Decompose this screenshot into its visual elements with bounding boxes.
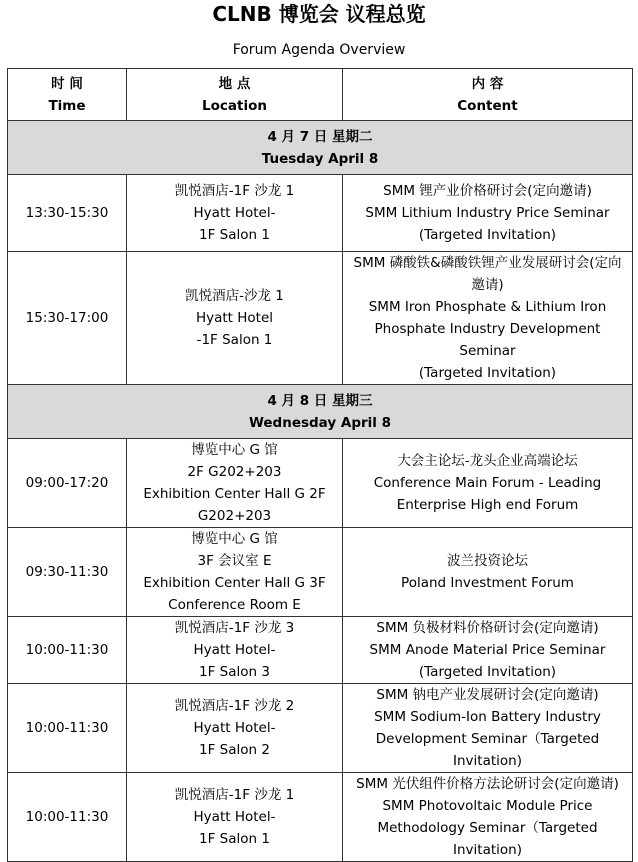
session-time: 13:30-15:30 — [8, 175, 127, 252]
location-line: Hyatt Hotel — [195, 310, 274, 326]
header-location-en: Location — [202, 97, 267, 114]
content-line: 邀请) — [471, 277, 504, 293]
session-content — [343, 617, 633, 684]
day-row — [8, 385, 633, 439]
content-line: Methodology Seminar（Targeted — [377, 820, 598, 836]
location-line: -1F Salon 1 — [196, 332, 273, 348]
location-line: G202+203 — [197, 508, 272, 524]
location-line: 3F 会议室 E — [197, 553, 272, 569]
content-line: SMM Iron Phosphate & Lithium Iron — [368, 299, 607, 315]
session-content — [343, 175, 633, 252]
location-line: 凯悦酒店-1F 沙龙 1 — [174, 183, 295, 199]
content-line: SMM Lithium Industry Price Seminar — [365, 205, 610, 221]
location-line: 凯悦酒店-1F 沙龙 1 — [174, 787, 295, 803]
session-content — [343, 439, 633, 528]
content-line: Conference Main Forum - Leading — [373, 475, 602, 491]
agenda-body — [8, 121, 633, 862]
session-content — [343, 684, 633, 773]
session-time: 15:30-17:00 — [8, 252, 127, 385]
session-time: 09:00-17:20 — [8, 439, 127, 528]
location-line: Hyatt Hotel- — [193, 809, 276, 825]
location-line: 1F Salon 1 — [199, 227, 270, 243]
content-line: SMM 负极材料价格研讨会(定向邀请) — [376, 620, 599, 636]
session-row — [8, 252, 633, 385]
content-line: Phosphate Industry Development Seminar — [374, 321, 601, 359]
header-content-cn: 内 容 — [471, 75, 504, 92]
session-row — [8, 773, 633, 862]
page-subtitle: Forum Agenda Overview — [232, 42, 406, 58]
session-row — [8, 439, 633, 528]
session-time: 10:00-11:30 — [8, 773, 127, 862]
session-location — [127, 175, 343, 252]
content-line: SMM 磷酸铁&磷酸铁锂产业发展研讨会(定向 — [353, 255, 622, 271]
header-time — [8, 69, 127, 121]
location-line: 凯悦酒店-沙龙 1 — [185, 288, 284, 304]
content-line: SMM 钠电产业发展研讨会(定向邀请) — [376, 687, 599, 703]
session-content — [343, 252, 633, 385]
session-location — [127, 439, 343, 528]
content-line: Invitation) — [453, 753, 522, 769]
content-line: Invitation) — [453, 842, 522, 858]
session-location — [127, 617, 343, 684]
header-time-en: Time — [48, 97, 86, 114]
location-line: 1F Salon 1 — [199, 831, 270, 847]
session-time: 09:30-11:30 — [8, 528, 127, 617]
content-line: SMM Photovoltaic Module Price — [382, 798, 593, 814]
header-content-en: Content — [457, 97, 518, 114]
session-time: 10:00-11:30 — [8, 617, 127, 684]
session-row — [8, 684, 633, 773]
content-line: SMM Sodium-Ion Battery Industry — [374, 709, 601, 725]
day-label — [8, 385, 633, 439]
content-line: SMM Anode Material Price Seminar — [369, 642, 606, 658]
header-location — [127, 69, 343, 121]
content-line: Enterprise High end Forum — [396, 497, 579, 513]
session-row — [8, 175, 633, 252]
location-line: Exhibition Center Hall G 2F — [143, 486, 326, 502]
content-line: (Targeted Invitation) — [418, 227, 557, 243]
location-line: Hyatt Hotel- — [193, 642, 276, 658]
page-title: CLNB 博览会 议程总览 — [212, 2, 426, 26]
day-label-en: Tuesday April 8 — [261, 150, 379, 167]
location-line: 1F Salon 2 — [199, 742, 270, 758]
location-line: Hyatt Hotel- — [193, 205, 276, 221]
location-line: 1F Salon 3 — [199, 664, 270, 680]
session-location — [127, 528, 343, 617]
location-line: Hyatt Hotel- — [193, 720, 276, 736]
content-line: (Targeted Invitation) — [418, 664, 557, 680]
session-location — [127, 773, 343, 862]
day-label — [8, 121, 633, 175]
content-line: SMM 光伏组件价格方法论研讨会(定向邀请) — [356, 776, 619, 792]
session-content — [343, 528, 633, 617]
location-line: 博览中心 G 馆 — [191, 442, 278, 458]
day-label-cn: 4 月 8 日 星期三 — [267, 392, 373, 409]
session-location — [127, 684, 343, 773]
content-line: SMM 锂产业价格研讨会(定向邀请) — [383, 183, 592, 199]
session-location — [127, 252, 343, 385]
header-time-cn: 时 间 — [51, 75, 83, 92]
location-line: Conference Room E — [168, 597, 301, 613]
session-content — [343, 773, 633, 862]
header-location-cn: 地 点 — [218, 75, 251, 92]
content-line: 波兰投资论坛 — [447, 553, 528, 569]
day-label-cn: 4 月 7 日 星期二 — [267, 128, 373, 145]
location-line: 凯悦酒店-1F 沙龙 2 — [174, 698, 295, 714]
header-content — [343, 69, 633, 121]
header-row — [8, 69, 633, 121]
session-row — [8, 528, 633, 617]
content-line: Poland Investment Forum — [401, 575, 574, 591]
location-line: Exhibition Center Hall G 3F — [143, 575, 326, 591]
day-label-en: Wednesday April 8 — [248, 414, 391, 431]
content-line: 大会主论坛-龙头企业高端论坛 — [397, 453, 578, 469]
session-row — [8, 617, 633, 684]
location-line: 博览中心 G 馆 — [191, 531, 278, 547]
day-row — [8, 121, 633, 175]
content-line: (Targeted Invitation) — [418, 365, 557, 381]
session-time: 10:00-11:30 — [8, 684, 127, 773]
agenda-table — [7, 68, 633, 862]
content-line: Development Seminar（Targeted — [375, 731, 600, 747]
location-line: 凯悦酒店-1F 沙龙 3 — [174, 620, 295, 636]
location-line: 2F G202+203 — [187, 464, 282, 480]
